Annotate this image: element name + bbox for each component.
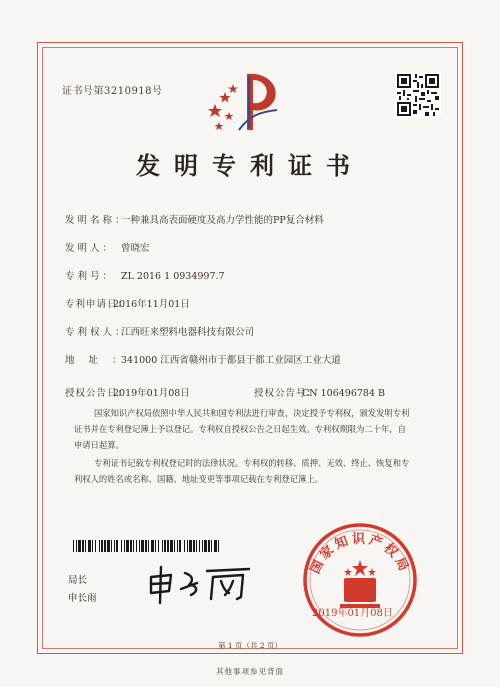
patent-number-value: ZL 2016 1 0934997.7 [121, 271, 225, 282]
footer-note: 其他事项参见背面 [216, 667, 284, 676]
grant-statement-paragraph [74, 405, 442, 453]
barcode-bar [196, 540, 197, 552]
barcode-bar [78, 540, 81, 552]
invention-name-label: 发明名称： [65, 215, 128, 226]
barcode-bar [76, 540, 77, 552]
barcode-bar [133, 540, 134, 552]
barcode-bar [162, 540, 163, 552]
barcode-bar [170, 540, 173, 552]
address-label: 地址： [65, 355, 136, 366]
barcode-bar [155, 540, 156, 552]
barcode-bar [124, 540, 125, 552]
barcode-bar [189, 540, 192, 552]
address-row [65, 352, 341, 366]
barcode-bar [174, 540, 175, 552]
grant-number-row [254, 385, 385, 399]
legal-status-line-2: 利权人的姓名或名称、国籍、地址变更等事项记载在专利登记簿上。 [74, 474, 323, 484]
certificate-title: 发明专利证书 [136, 151, 364, 180]
barcode-bar [95, 540, 96, 552]
filing-date-value: 2016年11月01日 [113, 299, 190, 310]
legal-status-line-1: 专利证书记载专利权登记时的法律状况。专利权的转移、质押、无效、终止、恢复和专 [94, 458, 410, 468]
barcode-bar [193, 540, 195, 552]
grant-date-label: 授权公告日： [65, 388, 129, 399]
patent-number-row [65, 268, 225, 282]
barcode-bar [114, 540, 115, 552]
barcode-bar [82, 540, 84, 552]
barcode-bar [85, 540, 86, 552]
barcode-bar [92, 540, 93, 552]
barcode-bar [139, 540, 140, 552]
seal-text: 国家知识产权局 [307, 532, 413, 577]
handwritten-signature [145, 563, 255, 605]
invention-name-value: 一种兼具高表面硬度及高力学性能的PP复合材料 [121, 215, 324, 226]
barcode-bar [116, 540, 118, 552]
director-name: 申长雨 [68, 593, 97, 604]
barcode-bar [141, 540, 144, 552]
grant-number-value: CN 106496784 B [302, 388, 385, 399]
barcode-bar [164, 540, 166, 552]
barcode-bar [136, 540, 137, 552]
barcode-bar [204, 540, 207, 552]
barcode-bar [130, 540, 132, 552]
barcode-bar [126, 540, 129, 552]
certificate-serial: 证书号第3210918号 [62, 86, 163, 97]
barcode-bar [145, 540, 147, 552]
barcode-bar [184, 540, 185, 552]
grant-row [65, 385, 190, 399]
filing-date-label: 专利申请日： [65, 299, 129, 310]
page-number: 第 1 页（共 2 页） [217, 641, 283, 650]
inventor-value: 曾晓宏 [121, 243, 150, 254]
owner-row [65, 324, 254, 338]
director-title: 局长 [68, 575, 88, 586]
barcode [73, 540, 221, 552]
barcode-bar [187, 540, 188, 552]
cnipa-logo-icon [203, 66, 293, 136]
barcode-bar [218, 540, 219, 552]
address-value: 341000 江西省赣州市于都县于都工业园区工业大道 [121, 355, 341, 366]
barcode-bar [148, 540, 149, 552]
barcode-bar [88, 540, 91, 552]
barcode-bar [121, 540, 122, 552]
invention-name-row [65, 212, 324, 226]
barcode-bar [179, 540, 181, 552]
inventor-label: 发明人： [65, 243, 116, 254]
grant-number-label: 授权公告号： [254, 388, 318, 399]
seal-date: 2019年01月08日 [312, 608, 393, 619]
barcode-bar [214, 540, 217, 552]
legal-status-paragraph [74, 455, 442, 487]
grant-date-value: 2019年01月08日 [113, 388, 190, 399]
barcode-bar [177, 540, 178, 552]
barcode-bar [202, 540, 203, 552]
barcode-bar [111, 540, 112, 552]
barcode-bar [208, 540, 210, 552]
filing-date-row [65, 296, 190, 310]
grant-statement-line-2: 证书并在专利登记簿上予以登记。专利权自授权公告之日起生效。专利权期限为二十年，自 [74, 424, 406, 434]
barcode-bar [167, 540, 169, 552]
barcode-bar [104, 540, 106, 552]
official-seal-icon [300, 520, 420, 640]
barcode-bar [211, 540, 212, 552]
barcode-bar [158, 540, 159, 552]
owner-value: 江西旺来塑料电器科技有限公司 [121, 327, 255, 338]
owner-label: 专利权人： [65, 327, 128, 338]
barcode-bar [99, 540, 100, 552]
grant-statement-line-1: 国家知识产权局依照中华人民共和国专利法进行审查，决定授予专利权，颁发发明专利 [94, 408, 410, 418]
inventor-row [65, 240, 150, 254]
barcode-bar [107, 540, 110, 552]
barcode-bar [199, 540, 200, 552]
qr-code-icon [395, 72, 441, 118]
grant-statement-line-3: 申请日起算。 [74, 440, 124, 450]
patent-number-label: 专利号： [65, 271, 116, 282]
barcode-bar [101, 540, 103, 552]
barcode-bar [151, 540, 154, 552]
barcode-bar [73, 540, 74, 552]
